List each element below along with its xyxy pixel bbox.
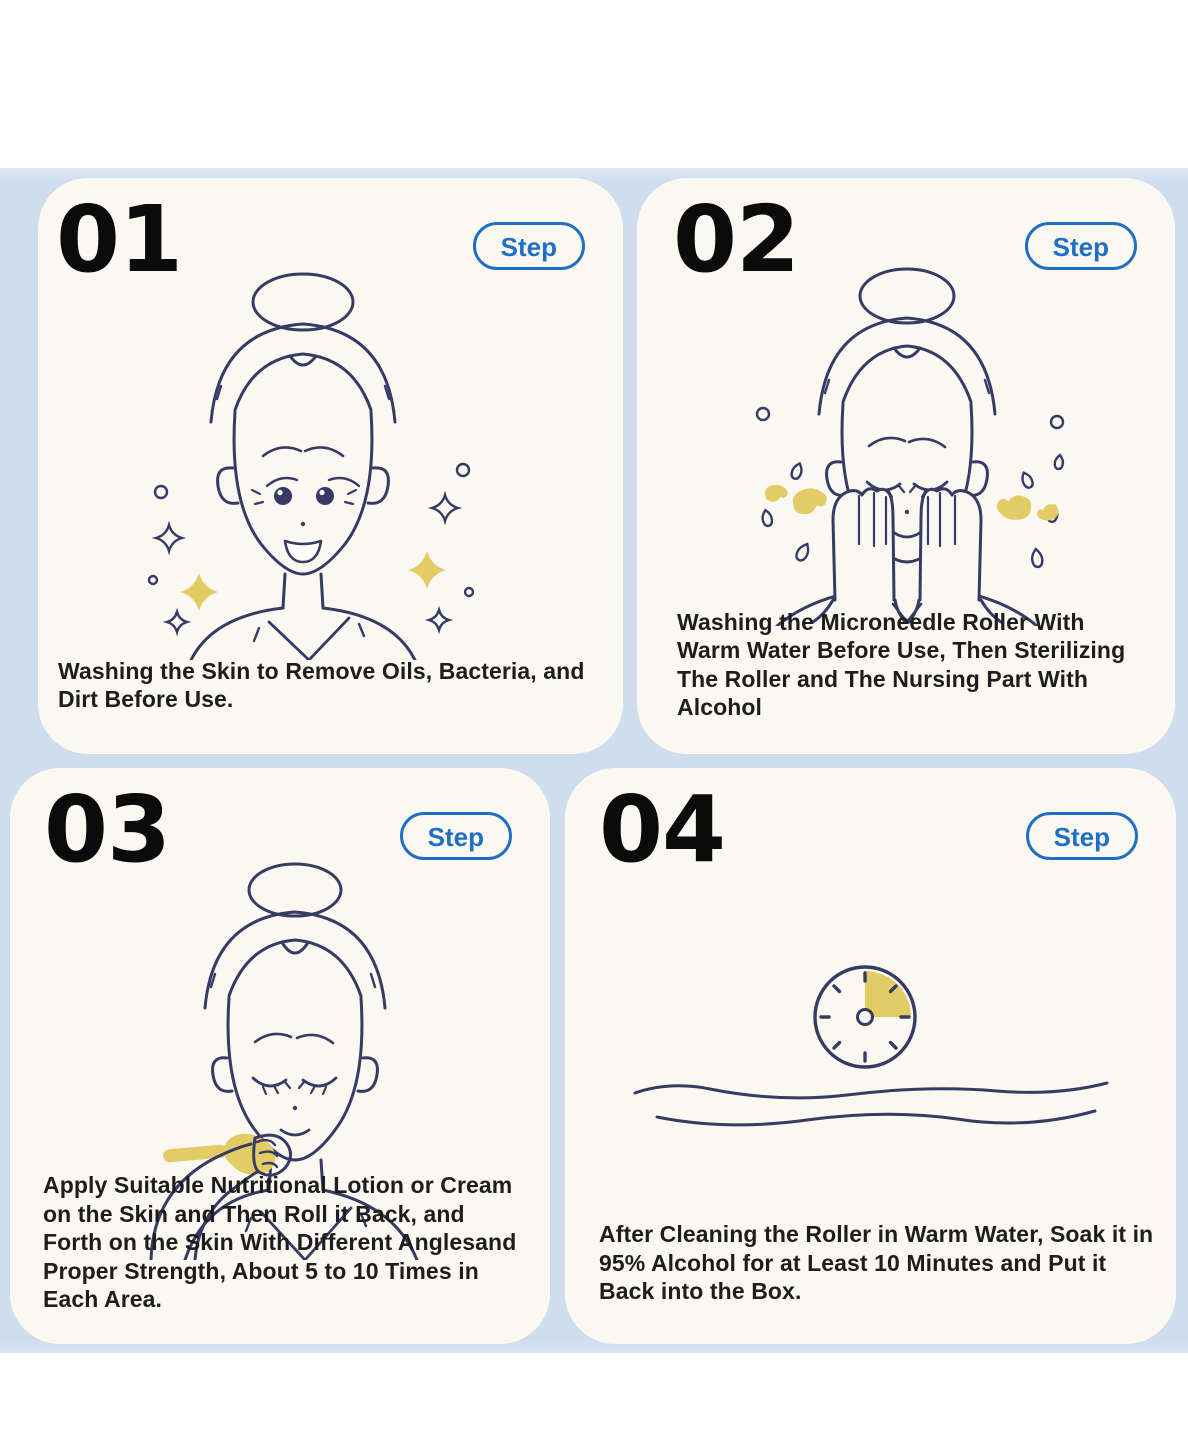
step-panel-1 (38, 178, 623, 754)
woman-face-hands-icon (777, 269, 1037, 626)
water-wave-icon (635, 1083, 1107, 1125)
step-number: 03 (44, 776, 171, 883)
step-number: 02 (673, 186, 800, 293)
woman-washing-face-illustration (707, 266, 1107, 626)
step-description: Washing the Microneedle Roller With Warm Water Before Use, Then Sterilizing The Roller and The Nursing Part With Alcohol (677, 608, 1126, 721)
step-badge (473, 222, 585, 270)
woman-face-icon (191, 274, 415, 660)
step-panel-4 (565, 768, 1176, 1344)
woman-clean-face-illustration (133, 270, 493, 660)
clock-soak-illustration (575, 953, 1165, 1133)
step-number: 04 (599, 776, 726, 883)
step-badge-label: Step (1053, 821, 1110, 852)
step-description: Washing the Skin to Remove Oils, Bacteria, and Dirt Before Use. (58, 657, 585, 713)
step-description: After Cleaning the Roller in Warm Water, Soak it in 95% Alcohol for at Least 10 Minutes and Put it Back into the Box. (599, 1221, 1154, 1305)
step-badge (1026, 812, 1138, 860)
step-number: 01 (56, 186, 183, 293)
step-badge-label: Step (500, 231, 557, 262)
clock-icon (815, 967, 915, 1067)
step-panel-2 (637, 178, 1175, 754)
step-description: Apply Suitable Nutritional Lotion or Cream on the Skin and Then Roll it Back, and Forth on the Skin With Different Anglesand Proper Strength, About 5 to 10 Times in Each Area. (43, 1172, 517, 1313)
step-badge (1025, 222, 1137, 270)
step-badge-label: Step (427, 821, 484, 852)
water-drop-icons (757, 408, 1064, 568)
step-badge-label: Step (1052, 231, 1109, 262)
step-panel-3 (10, 768, 550, 1344)
step-badge (400, 812, 512, 860)
